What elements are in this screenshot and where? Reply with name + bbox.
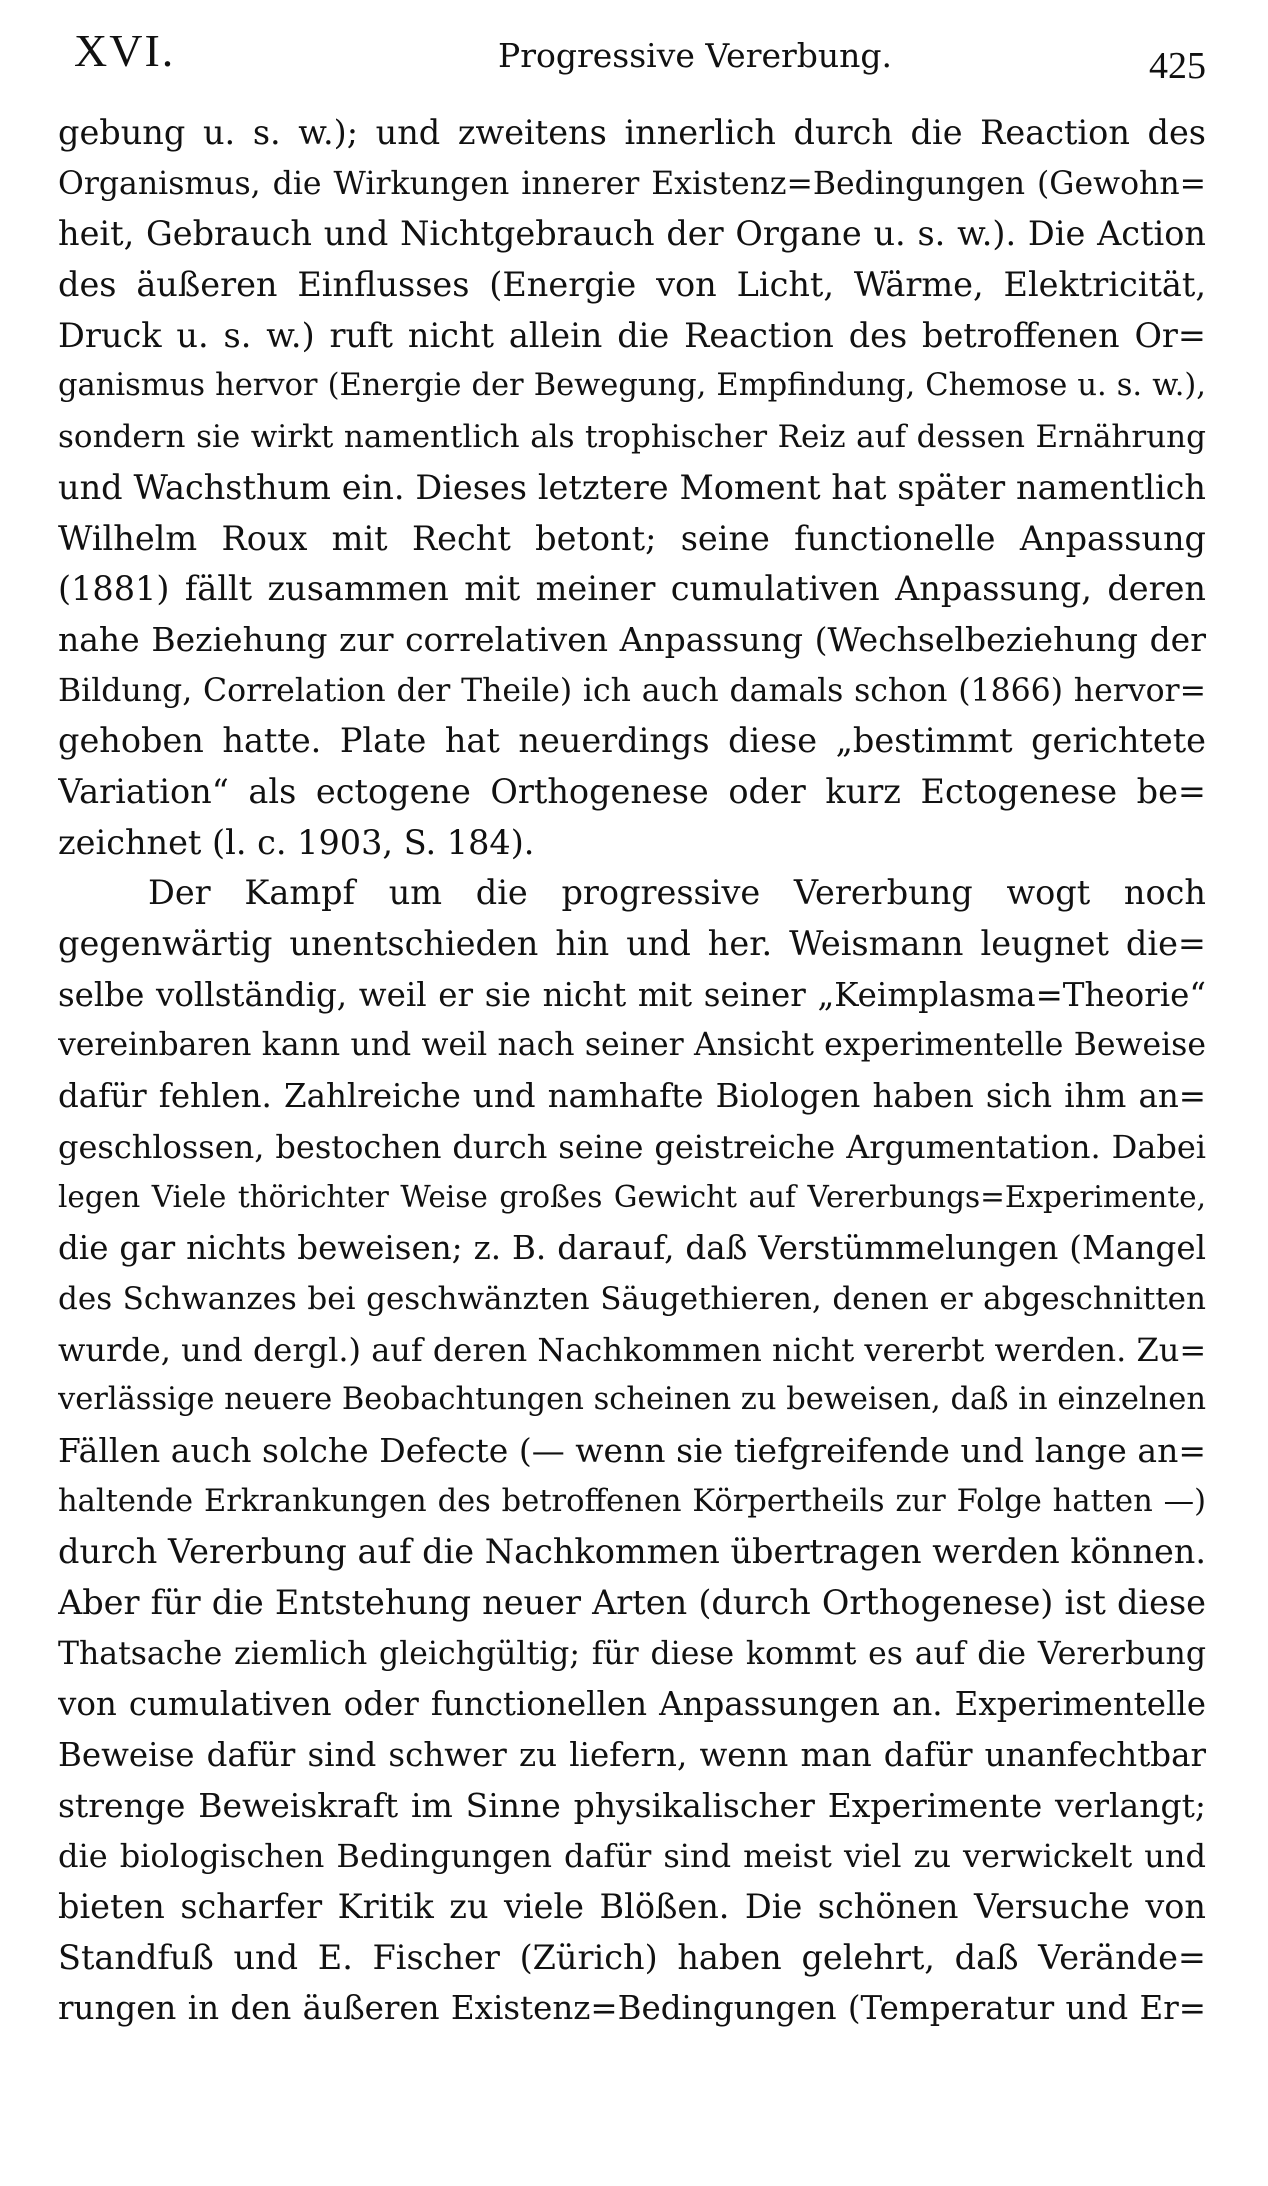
text-line: Bildung, Correlation der Theile) ich auch damals schon (1866) hervor=	[58, 672, 1206, 709]
text-line: gegenwärtig unentschieden hin und her. Weismann leugnet die=	[58, 924, 1206, 963]
text-line: sondern sie wirkt namentlich als trophischer Reiz auf dessen Ernährung	[58, 419, 1206, 456]
text-line: gebung u. s. w.); und zweitens innerlich durch die Reaction des	[58, 113, 1206, 152]
text-line: ganismus hervor (Energie der Bewegung, Empfindung, Chemose u. s. w.),	[58, 368, 1206, 404]
text-line: gehoben hatte. Plate hat neuerdings diese „bestimmt gerichtete	[58, 721, 1206, 761]
text-line: Thatsache ziemlich gleichgültig; für diese kommt es auf die Vererbung	[58, 1635, 1206, 1672]
text-line: selbe vollständig, weil er sie nicht mit seiner „Keimplasma=Theorie“	[58, 975, 1206, 1014]
text-line: und Wachsthum ein. Dieses letztere Moment hat später namentlich	[58, 467, 1206, 507]
text-line: durch Vererbung auf die Nachkommen übertragen werden können.	[58, 1532, 1206, 1572]
paragraph-last-line: zeichnet (l. c. 1903, S. 184).	[58, 822, 535, 862]
text-line: des äußeren Einflusses (Energie von Licht, Wärme, Elektricität,	[58, 265, 1206, 305]
text-line: (1881) fällt zusammen mit meiner cumulativen Anpassung, deren	[58, 569, 1206, 609]
text-line: geschlossen, bestochen durch seine geistreiche Argumentation. Dabei	[58, 1127, 1206, 1166]
text-line: vereinbaren kann und weil nach seiner Ansicht experimentelle Beweise	[58, 1027, 1206, 1064]
page-header	[58, 22, 1206, 102]
text-line: Standfuß und E. Fischer (Zürich) haben gelehrt, daß Verände=	[58, 1937, 1206, 1977]
text-line: Variation“ als ectogene Orthogenese oder kurz Ectogenese be=	[58, 771, 1206, 811]
text-line: Wilhelm Roux mit Recht betont; seine functionelle Anpassung	[58, 518, 1206, 558]
text-line: heit, Gebrauch und Nichtgebrauch der Organe u. s. w.). Die Action	[58, 214, 1206, 254]
text-line: Organismus, die Wirkungen innerer Existenz=Bedingungen (Gewohn=	[58, 165, 1206, 202]
running-title: Progressive Vererbung.	[498, 36, 893, 75]
text-line: Aber für die Entstehung neuer Arten (durch Orthogenese) ist diese	[58, 1582, 1206, 1622]
text-line: dafür fehlen. Zahlreiche und namhafte Biologen haben sich ihm an=	[58, 1077, 1206, 1116]
text-line: wurde, und dergl.) auf deren Nachkommen nicht vererbt werden. Zu=	[58, 1330, 1206, 1369]
text-line: legen Viele thörichter Weise großes Gewicht auf Vererbungs=Experimente,	[58, 1180, 1206, 1215]
text-line: Beweise dafür sind schwer zu liefern, wenn man dafür unanfechtbar	[58, 1736, 1206, 1774]
chapter-number: XVI.	[74, 25, 176, 76]
text-line: die gar nichts beweisen; z. B. darauf, daß Verstümmelungen (Mangel	[58, 1229, 1206, 1268]
text-line: rungen in den äußeren Existenz=Bedingungen (Temperatur und Er=	[58, 1989, 1206, 2028]
text-line: Druck u. s. w.) ruft nicht allein die Reaction des betroffenen Or=	[58, 315, 1206, 355]
paragraph-first-line: Der Kampf um die progressive Vererbung wogt noch	[148, 873, 1206, 913]
text-line: nahe Beziehung zur correlativen Anpassung (Wechselbeziehung der	[58, 619, 1206, 659]
text-line: die biologischen Bedingungen dafür sind meist viel zu verwickelt und	[58, 1837, 1206, 1876]
page-number: 425	[1149, 45, 1206, 87]
text-line: von cumulativen oder functionellen Anpassungen an. Experimentelle	[58, 1685, 1206, 1724]
text-line: Fällen auch solche Defecte (— wenn sie tiefgreifende und lange an=	[58, 1430, 1206, 1470]
body-text	[58, 108, 1206, 2034]
text-line: des Schwanzes bei geschwänzten Säugethieren, denen er abgeschnitten	[58, 1280, 1206, 1317]
text-line: haltende Erkrankungen des betroffenen Körpertheils zur Folge hatten —)	[58, 1483, 1206, 1519]
text-line: strenge Beweiskraft im Sinne physikalischer Experimente verlangt;	[58, 1785, 1206, 1825]
text-line: verlässige neuere Beobachtungen scheinen zu beweisen, daß in einzelnen	[58, 1382, 1206, 1418]
text-line: bieten scharfer Kritik zu viele Blößen. Die schönen Versuche von	[58, 1887, 1206, 1927]
